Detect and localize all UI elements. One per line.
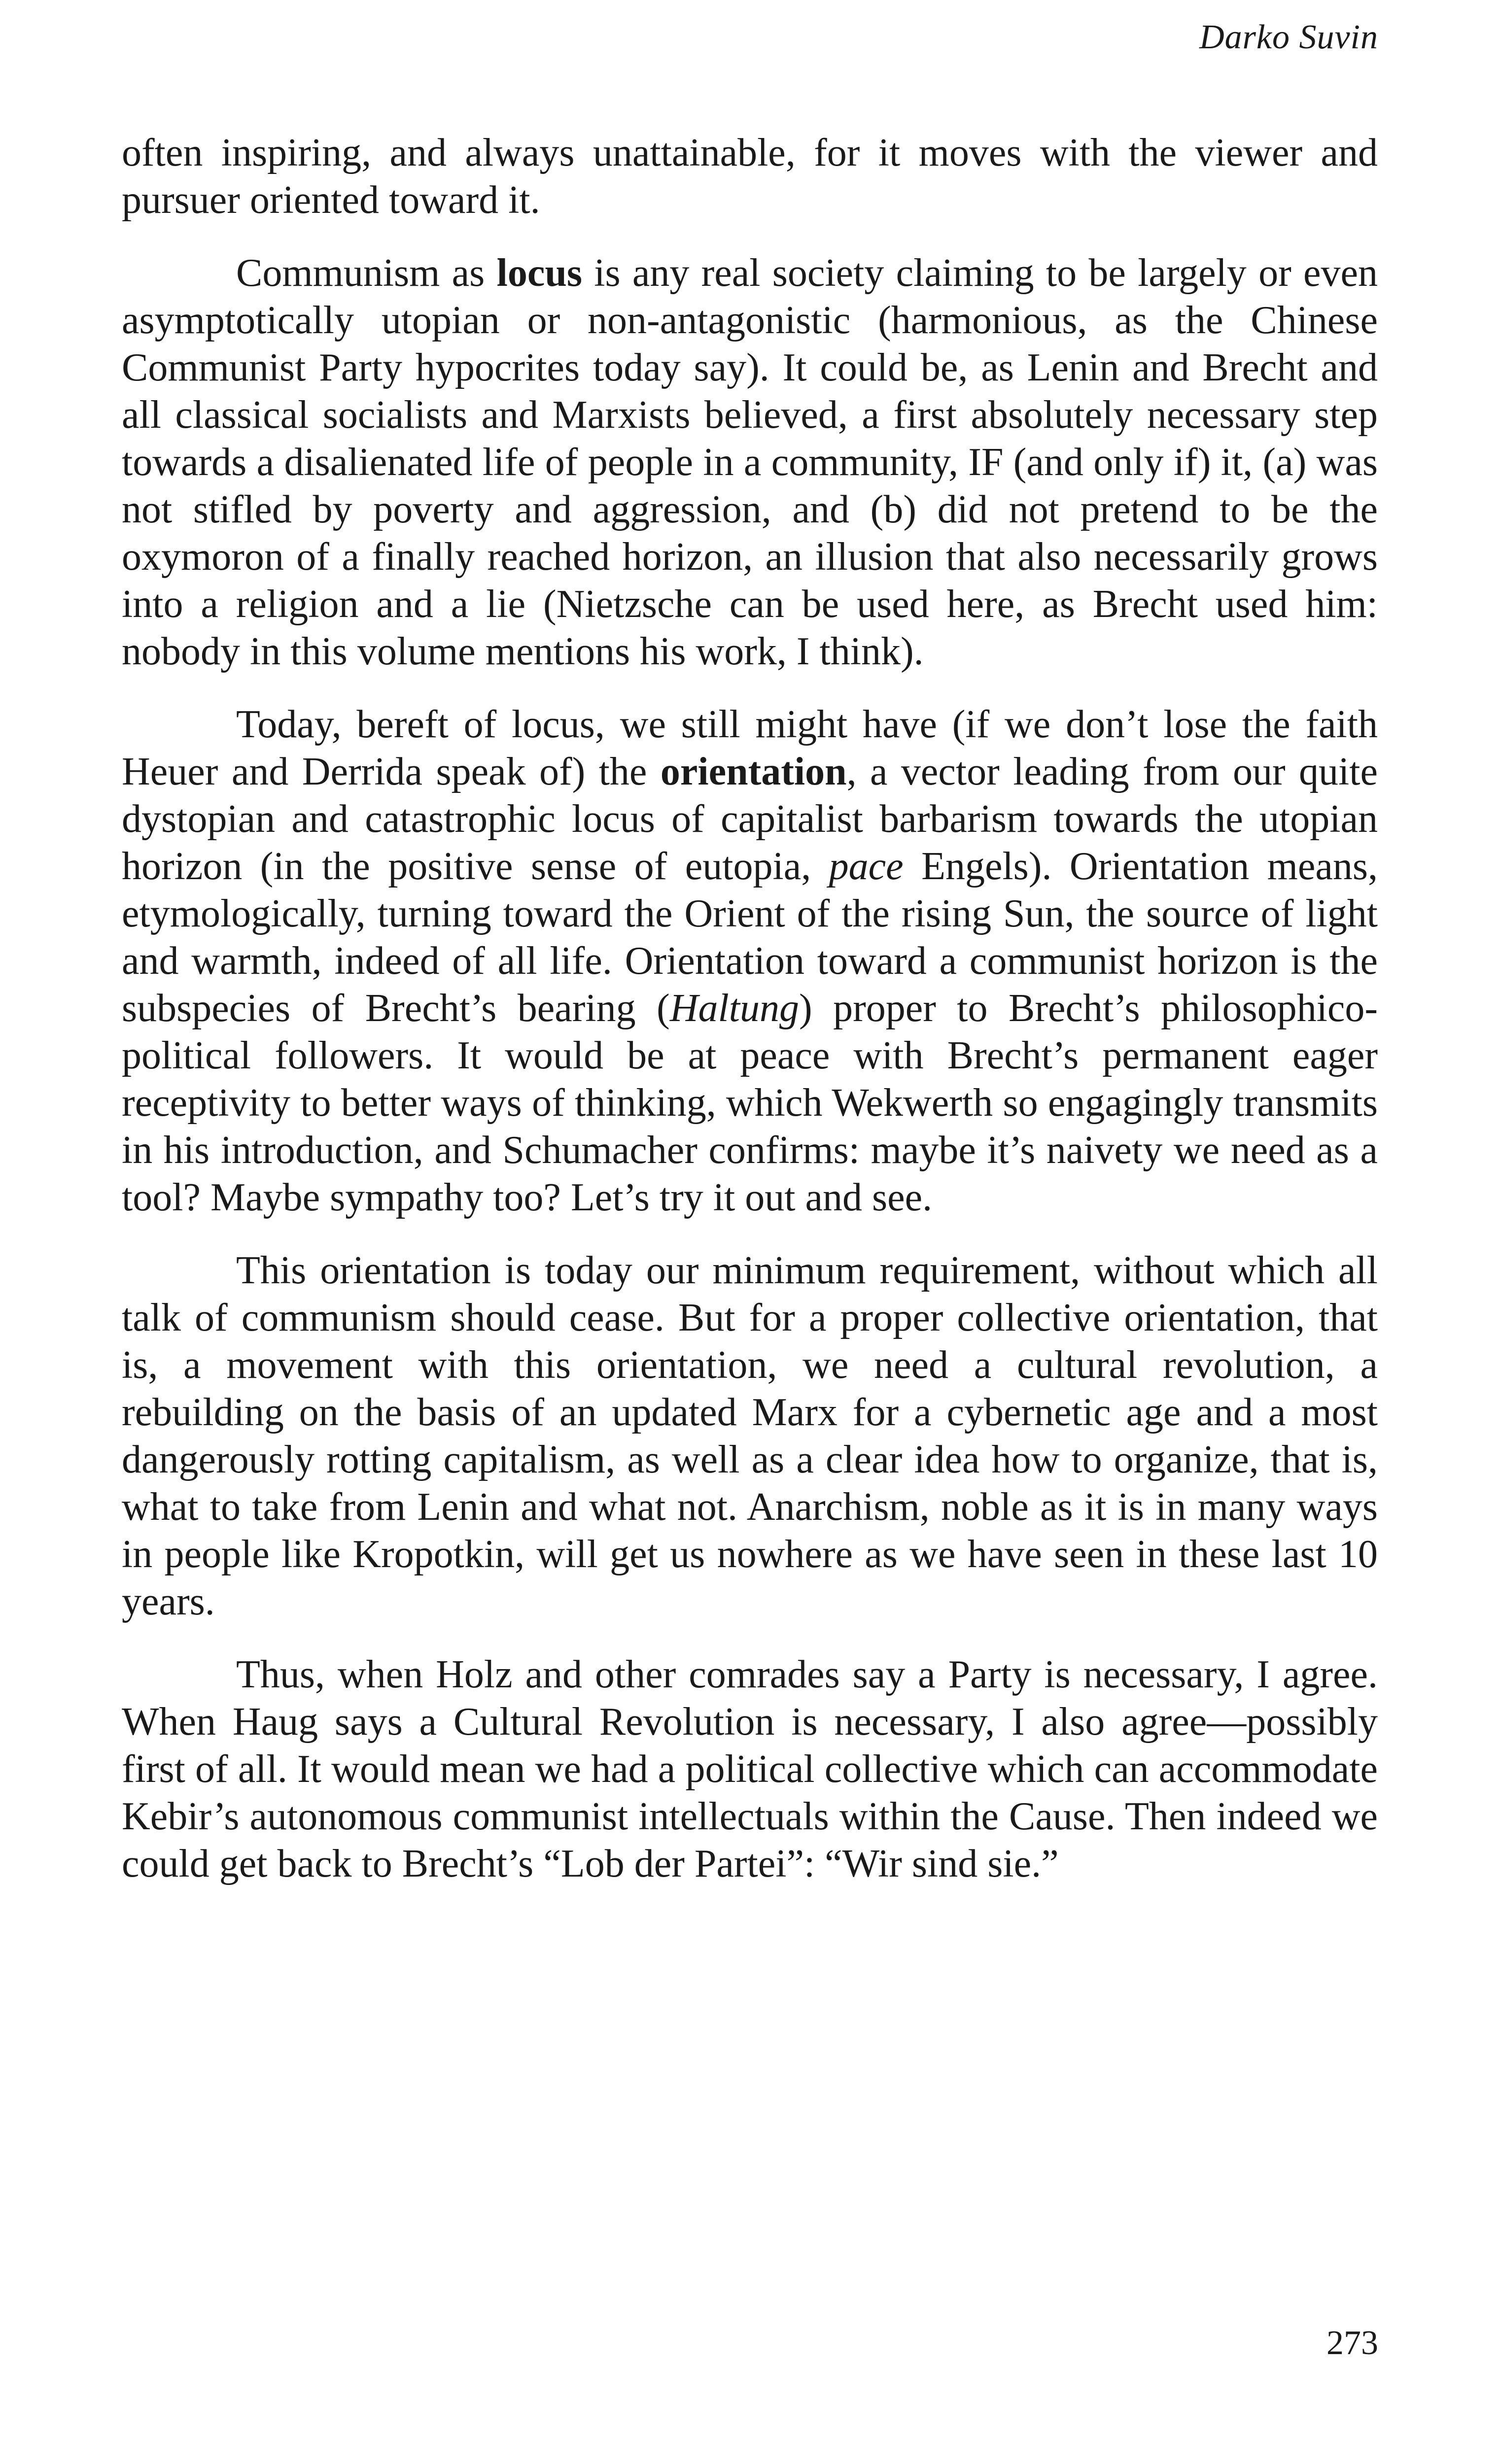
paragraph-1: often inspiring, and always unattainable, for it moves with the viewer and pursuer oriented toward it. <box>122 131 1378 222</box>
paragraph-4: This orientation is today our minimum requirement, without which all talk of communism should cease. But for a proper collective orientation, that is, a movement with this orientation, we need a cultural revolution, a rebuilding on the basis of an updated Marx for a cybernetic age and a most dangerously rotting capitalism, as well as a clear idea how to organize, that is, what to take from Lenin and what not. Anarchism, noble as it is in many ways in people like Kropotkin, will get us nowhere as we have seen in these last 10 years. <box>122 1249 1378 1623</box>
term-locus: locus <box>496 251 582 295</box>
body-text <box>122 129 1378 1913</box>
page-number: 273 <box>1326 2324 1378 2362</box>
term-orientation: orientation <box>660 750 847 793</box>
paragraph-2: Communism as locus is any real society claiming to be largely or even asymptotically utopian or non-antagonistic (harmonious, as the Chinese Communist Party hypocrites today say). It could be, as Lenin and Brecht and all classical socialists and Marxists believed, a first absolutely necessary step towards a disalienated life of people in a community, IF (and only if) it, (a) was not stifled by poverty and aggression, and (b) did not pretend to be the oxymoron of a finally reached horizon, an illusion that also necessarily grows into a religion and a lie (Nietzsche can be used here, as Brecht used him: nobody in this volume mentions his work, I think). <box>122 251 1378 673</box>
paragraph-5: Thus, when Holz and other comrades say a Party is necessary, I agree. When Haug says a Cultural Revolution is necessary, I also agree—possibly first of all. It would mean we had a political collective which can accommodate Kebir’s autonomous communist intellectuals within the Cause. Then indeed we could get back to Brecht’s “Lob der Partei”: “Wir sind sie.” <box>122 1653 1378 1885</box>
paragraph-3: Today, bereft of locus, we still might have (if we don’t lose the faith Heuer and Derrida speak of) the orientation, a vector leading from our quite dystopian and catastrophic locus of capitalist barbarism towards the utopian horizon (in the positive sense of eutopia, pace Engels). Orientation means, etymologically, turning toward the Orient of the rising Sun, the source of light and warmth, indeed of all life. Orientation toward a communist horizon is the subspecies of Brecht’s bearing (Haltung) proper to Brecht’s philosophico-political followers. It would be at peace with Brecht’s permanent eager receptivity to better ways of thinking, which Wekwerth so engagingly transmits in his introduction, and Schumacher confirms: maybe it’s naivety we need as a tool? Maybe sympathy too? Let’s try it out and see. <box>122 703 1378 1219</box>
running-head: Darko Suvin <box>1199 18 1378 56</box>
term-pace: pace <box>829 845 904 888</box>
term-haltung: Haltung <box>669 987 799 1030</box>
